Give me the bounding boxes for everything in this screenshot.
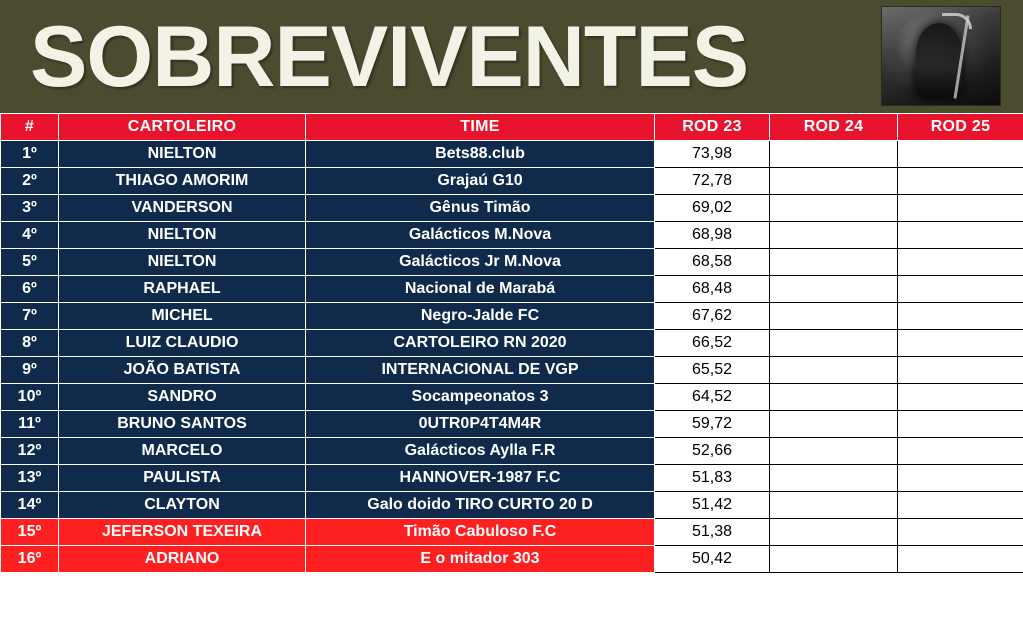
cell-rod24[interactable]	[770, 141, 898, 168]
cell-rod25[interactable]	[898, 168, 1023, 195]
cell-rod25[interactable]	[898, 357, 1023, 384]
cell-rod23[interactable]: 65,52	[655, 357, 770, 384]
cell-time[interactable]: Nacional de Marabá	[306, 276, 655, 303]
cell-time[interactable]: E o mitador 303	[306, 546, 655, 573]
cell-time[interactable]: Galácticos M.Nova	[306, 222, 655, 249]
standings-body	[1, 141, 1023, 573]
cell-rod23[interactable]: 50,42	[655, 546, 770, 573]
standings-table	[0, 113, 1023, 573]
cell-cartoleiro[interactable]: BRUNO SANTOS	[59, 411, 306, 438]
cell-rod23[interactable]: 69,02	[655, 195, 770, 222]
cell-rod24[interactable]	[770, 546, 898, 573]
table-row[interactable]	[1, 357, 1023, 384]
table-row[interactable]	[1, 330, 1023, 357]
column-header-rod25[interactable]: ROD 25	[898, 114, 1023, 141]
cell-cartoleiro[interactable]: LUIZ CLAUDIO	[59, 330, 306, 357]
cell-time[interactable]: Gênus Timão	[306, 195, 655, 222]
cell-rod23[interactable]: 68,48	[655, 276, 770, 303]
cell-position[interactable]: 2º	[1, 168, 59, 195]
cell-rod23[interactable]: 51,42	[655, 492, 770, 519]
table-row[interactable]	[1, 141, 1023, 168]
cell-rod24[interactable]	[770, 330, 898, 357]
cell-cartoleiro[interactable]: RAPHAEL	[59, 276, 306, 303]
cell-rod24[interactable]	[770, 195, 898, 222]
cell-rod23[interactable]: 72,78	[655, 168, 770, 195]
cell-time[interactable]: Grajaú G10	[306, 168, 655, 195]
cell-position[interactable]: 13º	[1, 465, 59, 492]
table-row[interactable]	[1, 519, 1023, 546]
cell-position[interactable]: 16º	[1, 546, 59, 573]
column-header-cartoleiro[interactable]: CARTOLEIRO	[59, 114, 306, 141]
table-row[interactable]	[1, 222, 1023, 249]
cell-rod23[interactable]: 66,52	[655, 330, 770, 357]
cell-rod25[interactable]	[898, 438, 1023, 465]
cell-rod25[interactable]	[898, 141, 1023, 168]
table-row[interactable]	[1, 384, 1023, 411]
cell-rod23[interactable]: 51,38	[655, 519, 770, 546]
cell-position[interactable]: 12º	[1, 438, 59, 465]
cell-cartoleiro[interactable]: NIELTON	[59, 141, 306, 168]
cell-cartoleiro[interactable]: SANDRO	[59, 384, 306, 411]
cell-position[interactable]: 11º	[1, 411, 59, 438]
cell-rod25[interactable]	[898, 276, 1023, 303]
cell-rod23[interactable]: 68,58	[655, 249, 770, 276]
table-row[interactable]	[1, 411, 1023, 438]
cell-rod25[interactable]	[898, 303, 1023, 330]
cell-cartoleiro[interactable]: CLAYTON	[59, 492, 306, 519]
cell-position[interactable]: 3º	[1, 195, 59, 222]
cell-rod24[interactable]	[770, 276, 898, 303]
cell-cartoleiro[interactable]: JEFERSON TEXEIRA	[59, 519, 306, 546]
table-row[interactable]	[1, 438, 1023, 465]
cell-rod25[interactable]	[898, 465, 1023, 492]
cell-cartoleiro[interactable]: THIAGO AMORIM	[59, 168, 306, 195]
cell-rod24[interactable]	[770, 492, 898, 519]
page-banner	[0, 0, 1023, 113]
cell-rod23[interactable]: 51,83	[655, 465, 770, 492]
cell-rod23[interactable]: 52,66	[655, 438, 770, 465]
cell-cartoleiro[interactable]: MARCELO	[59, 438, 306, 465]
cell-time[interactable]: HANNOVER-1987 F.C	[306, 465, 655, 492]
cell-rod25[interactable]	[898, 519, 1023, 546]
cell-rod25[interactable]	[898, 249, 1023, 276]
cell-rod24[interactable]	[770, 249, 898, 276]
table-row[interactable]	[1, 249, 1023, 276]
cell-rod24[interactable]	[770, 384, 898, 411]
cell-rod23[interactable]: 59,72	[655, 411, 770, 438]
cell-rod24[interactable]	[770, 411, 898, 438]
table-row[interactable]	[1, 276, 1023, 303]
cell-cartoleiro[interactable]: JOÃO BATISTA	[59, 357, 306, 384]
cell-position[interactable]: 7º	[1, 303, 59, 330]
cell-rod23[interactable]: 67,62	[655, 303, 770, 330]
cell-rod25[interactable]	[898, 411, 1023, 438]
table-row[interactable]	[1, 195, 1023, 222]
cell-time[interactable]: Timão Cabuloso F.C	[306, 519, 655, 546]
cell-rod25[interactable]	[898, 492, 1023, 519]
table-header-row	[1, 114, 1023, 141]
cell-cartoleiro[interactable]: VANDERSON	[59, 195, 306, 222]
cell-cartoleiro[interactable]: MICHEL	[59, 303, 306, 330]
cell-cartoleiro[interactable]: NIELTON	[59, 222, 306, 249]
cell-rod24[interactable]	[770, 303, 898, 330]
cell-time[interactable]: Socampeonatos 3	[306, 384, 655, 411]
column-header-time[interactable]: TIME	[306, 114, 655, 141]
cell-rod23[interactable]: 64,52	[655, 384, 770, 411]
cell-rod23[interactable]: 68,98	[655, 222, 770, 249]
cell-time[interactable]: 0UTR0P4T4M4R	[306, 411, 655, 438]
cell-rod24[interactable]	[770, 357, 898, 384]
cell-cartoleiro[interactable]: NIELTON	[59, 249, 306, 276]
table-row[interactable]	[1, 546, 1023, 573]
cell-rod24[interactable]	[770, 168, 898, 195]
cell-time[interactable]: Galácticos Aylla F.R	[306, 438, 655, 465]
grim-reaper-artwork	[881, 6, 1001, 106]
cell-position[interactable]: 14º	[1, 492, 59, 519]
table-row[interactable]	[1, 492, 1023, 519]
cell-rod23[interactable]: 73,98	[655, 141, 770, 168]
cell-position[interactable]: 1º	[1, 141, 59, 168]
cell-time[interactable]: Galácticos Jr M.Nova	[306, 249, 655, 276]
cell-rod25[interactable]	[898, 546, 1023, 573]
cell-position[interactable]: 5º	[1, 249, 59, 276]
cell-rod24[interactable]	[770, 438, 898, 465]
cell-position[interactable]: 8º	[1, 330, 59, 357]
cell-position[interactable]: 10º	[1, 384, 59, 411]
column-header-rod24[interactable]: ROD 24	[770, 114, 898, 141]
column-header-position[interactable]: #	[1, 114, 59, 141]
cell-rod24[interactable]	[770, 465, 898, 492]
cell-time[interactable]: CARTOLEIRO RN 2020	[306, 330, 655, 357]
table-row[interactable]	[1, 168, 1023, 195]
cell-position[interactable]: 15º	[1, 519, 59, 546]
table-row[interactable]	[1, 303, 1023, 330]
page-title: SOBREVIVENTES	[30, 8, 749, 105]
cell-time[interactable]: Bets88.club	[306, 141, 655, 168]
cell-position[interactable]: 9º	[1, 357, 59, 384]
table-row[interactable]	[1, 465, 1023, 492]
cell-rod24[interactable]	[770, 519, 898, 546]
cell-cartoleiro[interactable]: PAULISTA	[59, 465, 306, 492]
cell-rod24[interactable]	[770, 222, 898, 249]
cell-rod25[interactable]	[898, 330, 1023, 357]
cell-time[interactable]: Negro-Jalde FC	[306, 303, 655, 330]
cell-time[interactable]: Galo doido TIRO CURTO 20 D	[306, 492, 655, 519]
cell-rod25[interactable]	[898, 195, 1023, 222]
cell-time[interactable]: INTERNACIONAL DE VGP	[306, 357, 655, 384]
cell-rod25[interactable]	[898, 222, 1023, 249]
cell-cartoleiro[interactable]: ADRIANO	[59, 546, 306, 573]
column-header-rod23[interactable]: ROD 23	[655, 114, 770, 141]
cell-position[interactable]: 4º	[1, 222, 59, 249]
cell-rod25[interactable]	[898, 384, 1023, 411]
cell-position[interactable]: 6º	[1, 276, 59, 303]
